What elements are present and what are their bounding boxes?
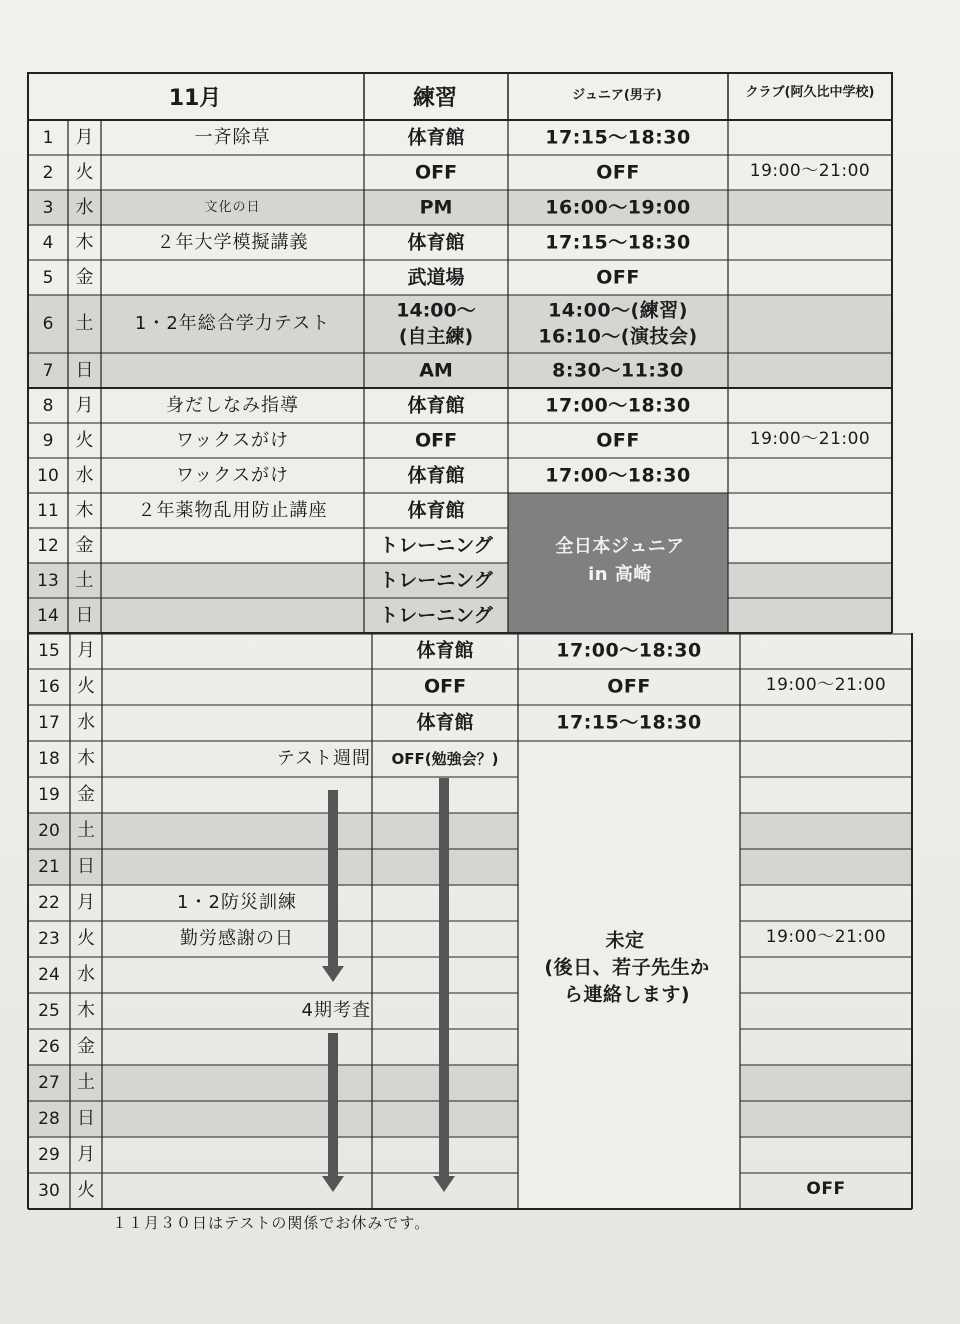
club-text: 19:00〜21:00 <box>765 926 887 947</box>
day-of-week: 金 <box>75 534 94 556</box>
day-number: 10 <box>37 465 59 486</box>
practice-text: 体育館 <box>407 394 465 417</box>
junior-text: 17:15〜18:30 <box>545 231 691 254</box>
day-number: 30 <box>38 1180 60 1201</box>
day-number: 25 <box>38 1000 60 1021</box>
practice-text: 体育館 <box>407 499 465 522</box>
day-number: 16 <box>38 676 60 697</box>
club-text: 19:00〜21:00 <box>749 160 871 181</box>
day-number: 9 <box>42 430 54 451</box>
club-text: 19:00〜21:00 <box>749 428 871 449</box>
day-number: 14 <box>37 605 59 626</box>
header-club: クラブ(阿久比中学校) <box>745 85 875 101</box>
day-of-week: 日 <box>77 1108 95 1130</box>
practice-text: OFF <box>414 429 458 452</box>
exam-arrow-head <box>322 1176 344 1192</box>
day-of-week: 金 <box>77 1036 95 1058</box>
day-of-week: 火 <box>75 161 94 183</box>
event-text: テスト週間 <box>276 748 371 770</box>
day-of-week: 水 <box>77 712 95 734</box>
event-text: 1・2年総合学力テスト <box>134 313 331 335</box>
day-number: 17 <box>38 712 60 733</box>
day-number: 8 <box>42 395 54 416</box>
practice-text: 武道場 <box>407 266 465 289</box>
practice-text: OFF <box>423 675 467 698</box>
junior-text: 16:10〜(演技会) <box>538 325 698 348</box>
day-number: 29 <box>38 1144 60 1165</box>
day-number: 23 <box>38 928 60 949</box>
day-number: 6 <box>42 313 54 334</box>
weekend-shade <box>28 1065 912 1101</box>
undecided-line1: 未定 <box>605 929 645 952</box>
day-number: 2 <box>42 162 54 183</box>
day-number: 13 <box>37 570 59 591</box>
header-junior: ジュニア(男子) <box>572 88 662 104</box>
header-month: 11月 <box>168 85 222 111</box>
day-of-week: 月 <box>77 892 95 914</box>
practice-off-arrow <box>439 778 449 1178</box>
day-of-week: 土 <box>77 1072 95 1094</box>
junior-text: OFF <box>596 429 640 452</box>
day-number: 26 <box>38 1036 60 1057</box>
day-number: 15 <box>38 640 60 661</box>
junior-event-block <box>508 493 728 633</box>
junior-text: 17:00〜18:30 <box>556 639 702 662</box>
practice-text: トレーニング <box>379 604 493 627</box>
undecided-line3: ら連絡します) <box>563 983 691 1006</box>
undecided-line2: (後日、若子先生か <box>544 956 710 979</box>
day-number: 4 <box>42 232 54 253</box>
practice-text: 体育館 <box>407 231 465 254</box>
junior-text: 14:00〜(練習) <box>548 299 688 322</box>
junior-text: 17:15〜18:30 <box>556 711 702 734</box>
weekend-shade <box>28 1101 912 1137</box>
practice-text: OFF <box>414 161 458 184</box>
practice-text: 体育館 <box>407 126 465 149</box>
day-of-week: 水 <box>75 464 94 486</box>
day-of-week: 土 <box>77 820 95 842</box>
day-of-week: 土 <box>75 569 94 591</box>
practice-text: トレーニング <box>379 569 493 592</box>
practice-text: 14:00〜 <box>396 299 476 322</box>
event-text: ２年薬物乱用防止講座 <box>137 499 328 521</box>
day-number: 18 <box>38 748 60 769</box>
practice-text: AM <box>419 359 453 382</box>
day-of-week: 月 <box>77 1144 95 1166</box>
day-number: 12 <box>37 535 59 556</box>
junior-block-line2: in 高崎 <box>588 564 652 586</box>
exam-arrow <box>328 1033 338 1178</box>
day-number: 21 <box>38 856 60 877</box>
event-text: 一斉除草 <box>194 126 271 148</box>
practice-off-arrow-head <box>433 1176 455 1192</box>
day-of-week: 火 <box>77 1180 95 1202</box>
weekend-shade <box>28 190 892 225</box>
event-text: 文化の日 <box>204 199 261 215</box>
practice-text: 体育館 <box>407 464 465 487</box>
weekend-shade <box>28 353 892 388</box>
day-of-week: 木 <box>75 499 94 521</box>
practice-text: トレーニング <box>379 534 493 557</box>
club-text: 19:00〜21:00 <box>765 674 887 695</box>
day-number: 27 <box>38 1072 60 1093</box>
event-text: 勤労感謝の日 <box>180 928 294 950</box>
day-number: 11 <box>37 500 59 521</box>
day-of-week: 金 <box>75 266 94 288</box>
day-number: 19 <box>38 784 60 805</box>
practice-text: OFF(勉強会？) <box>391 750 499 768</box>
day-of-week: 水 <box>77 964 95 986</box>
day-of-week: 日 <box>75 359 94 381</box>
day-of-week: 金 <box>77 784 95 806</box>
header-practice: 練習 <box>412 85 458 111</box>
junior-text: OFF <box>596 266 640 289</box>
day-of-week: 火 <box>77 928 95 950</box>
day-of-week: 木 <box>77 1000 95 1022</box>
practice-text: 体育館 <box>416 711 474 734</box>
junior-text: OFF <box>596 161 640 184</box>
day-number: 22 <box>38 892 60 913</box>
day-of-week: 月 <box>75 126 94 148</box>
day-of-week: 日 <box>75 604 94 626</box>
junior-block-line1: 全日本ジュニア <box>555 536 685 558</box>
footnote: １１月３０日はテストの関係でお休みです。 <box>112 1214 431 1232</box>
junior-text: 17:00〜18:30 <box>545 464 691 487</box>
day-number: 24 <box>38 964 60 985</box>
practice-text: PM <box>419 196 453 219</box>
day-number: 28 <box>38 1108 60 1129</box>
junior-text: OFF <box>607 675 651 698</box>
day-number: 5 <box>42 267 54 288</box>
day-number: 1 <box>42 127 54 148</box>
day-of-week: 火 <box>75 429 94 451</box>
day-of-week: 月 <box>77 640 95 662</box>
day-of-week: 水 <box>75 196 94 218</box>
practice-text: 体育館 <box>416 639 474 662</box>
junior-text: 8:30〜11:30 <box>552 359 684 382</box>
day-of-week: 月 <box>75 394 94 416</box>
event-text: ワックスがけ <box>176 464 289 486</box>
day-number: 20 <box>38 820 60 841</box>
junior-text: 16:00〜19:00 <box>545 196 691 219</box>
weekend-shade <box>28 849 912 885</box>
test-week-arrow <box>328 790 338 968</box>
club-text: OFF <box>806 1178 846 1199</box>
day-of-week: 日 <box>77 856 95 878</box>
day-of-week: 木 <box>77 748 95 770</box>
event-text: 身だしなみ指導 <box>166 394 299 416</box>
day-number: 7 <box>42 360 54 381</box>
day-of-week: 木 <box>75 231 94 253</box>
event-text: 1・2防災訓練 <box>177 892 297 914</box>
day-of-week: 土 <box>75 313 94 335</box>
weekend-shade <box>28 813 912 849</box>
junior-text: 17:00〜18:30 <box>545 394 691 417</box>
day-of-week: 火 <box>77 676 95 698</box>
junior-text: 17:15〜18:30 <box>545 126 691 149</box>
event-text: 4期考査 <box>301 1000 371 1022</box>
test-week-arrow-head <box>322 966 344 982</box>
event-text: ２年大学模擬講義 <box>156 231 309 253</box>
day-number: 3 <box>42 197 54 218</box>
practice-text: (自主練) <box>398 325 474 348</box>
event-text: ワックスがけ <box>176 429 289 451</box>
